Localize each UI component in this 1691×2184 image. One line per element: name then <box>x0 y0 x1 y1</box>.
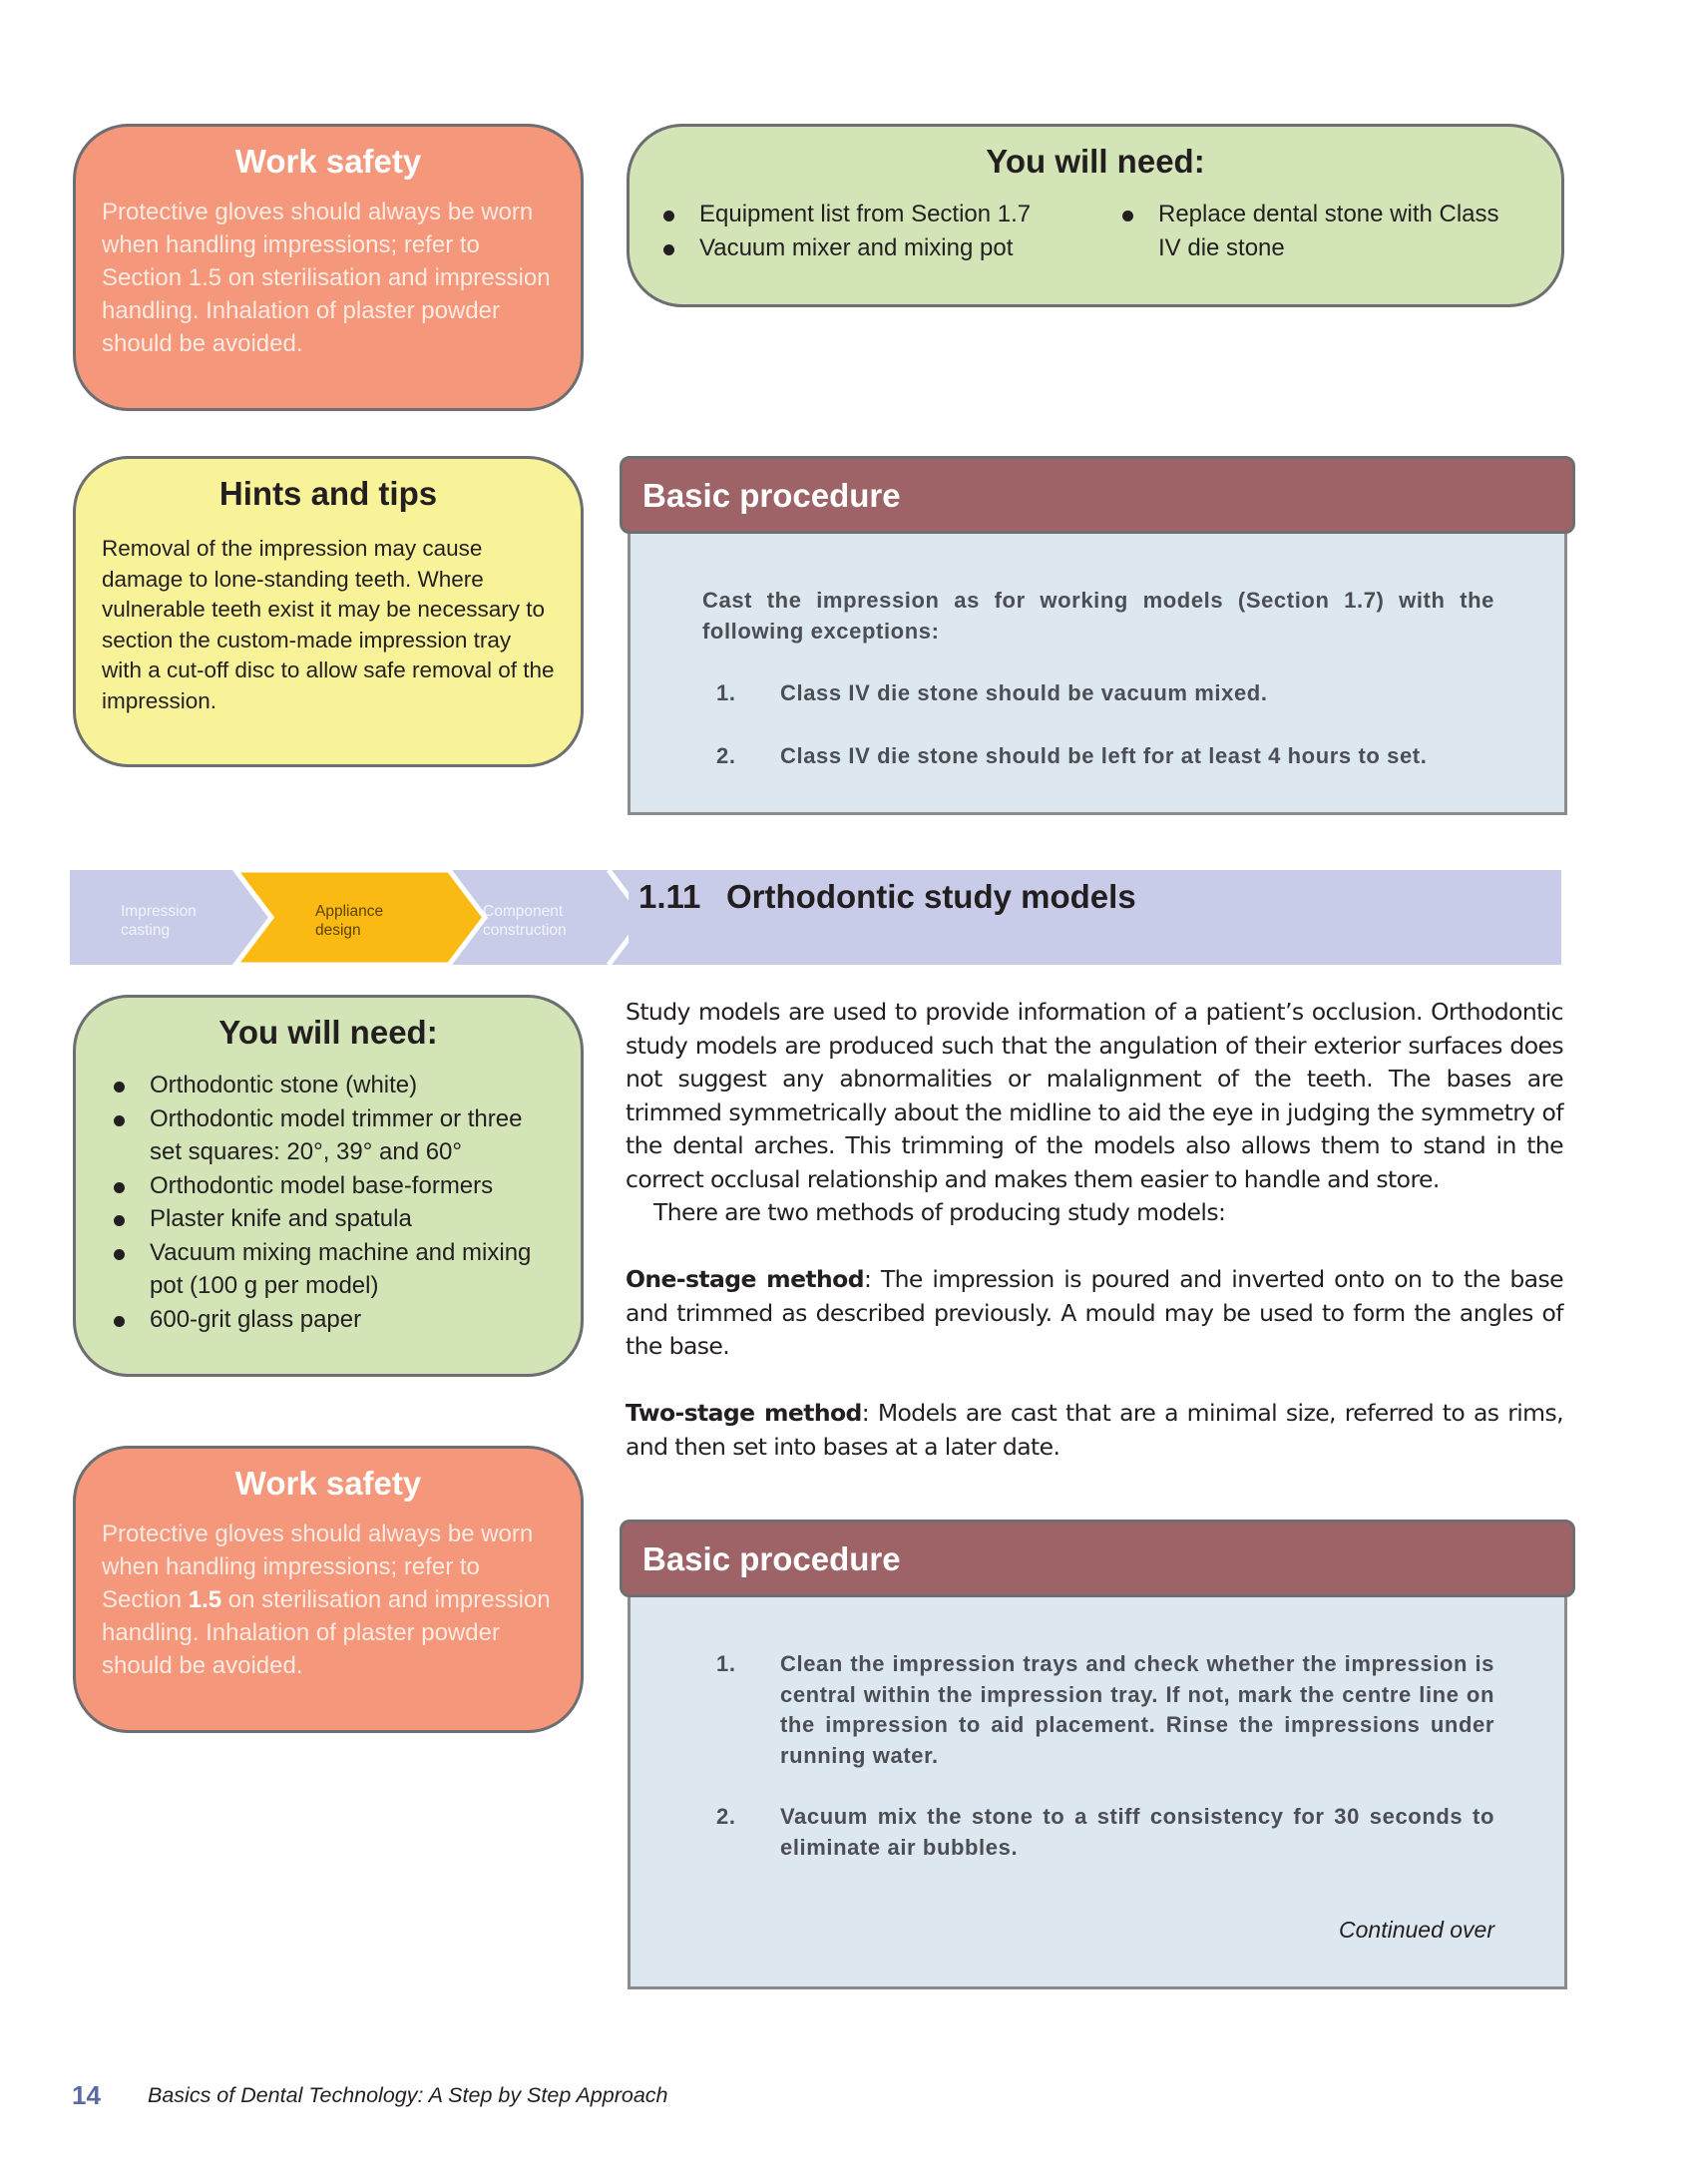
need-list-col2 <box>1118 198 1517 264</box>
two-stage-method <box>626 1397 1563 1464</box>
procedure-step <box>702 1802 1494 1863</box>
procedure-step <box>702 1649 1494 1771</box>
process-step-label: Component construction <box>483 903 567 939</box>
list-item: Plaster knife and spatula <box>110 1202 557 1236</box>
step-number: 1. <box>716 1651 736 1676</box>
basic-procedure-body <box>628 534 1567 815</box>
list-item: Orthodontic model trimmer or three set squares: 20°, 39° and 60° <box>110 1102 557 1169</box>
procedure-title: Basic procedure <box>642 477 901 514</box>
procedure-step <box>702 678 1494 709</box>
one-stage-method <box>626 1263 1563 1364</box>
work-safety-text: Protective gloves should always be worn when handling impressions; refer to Section 1.5 on sterilisation and impression handling. Inhalation of plaster powder should be avoided. <box>102 199 551 357</box>
page-number: 14 <box>72 2080 101 2110</box>
step-number: 1. <box>716 680 736 705</box>
procedure-steps <box>702 678 1494 771</box>
you-will-need-box <box>73 995 584 1377</box>
intro-paragraph: Study models are used to provide information of a patient’s occlusion. Orthodontic study models are produced such that the angulation of their exterior surfaces does not suggest any abnormalities or malalignment of the teeth. The bases are trimmed symmetrically about the midline to aid the eye in judging the symmetry of the dental arches. This trimming of the models also allows them to stand in the correct occlusal relationship and makes them easier to handle and store. <box>626 998 1563 1193</box>
list-item: Orthodontic stone (white) <box>110 1069 557 1102</box>
list-item: Orthodontic model base-formers <box>110 1169 557 1203</box>
basic-procedure-body <box>628 1597 1567 1989</box>
list-item: 600-grit glass paper <box>110 1303 557 1337</box>
step-number: 2. <box>716 742 736 768</box>
book-title: Basics of Dental Technology: A Step by Step Approach <box>148 2083 668 2107</box>
need-list-col1 <box>659 198 1118 264</box>
method-text: : Models are cast that are a minimal size, referred to as rims, and then set into bases at a later date. <box>626 1399 1563 1461</box>
section-number: 1.11 <box>638 878 701 915</box>
work-safety-title: Work safety <box>234 143 422 180</box>
process-step-label-active: Appliance design <box>315 903 384 939</box>
intro-paragraph: There are two methods of producing study models: <box>653 1198 1226 1226</box>
method-text: : The impression is poured and inverted onto on to the base and trimmed as described previously. A mould may be used to form the angles of the base. <box>626 1265 1563 1360</box>
need-list <box>110 1069 557 1336</box>
you-will-need-title: You will need: <box>986 143 1205 180</box>
list-item: Equipment list from Section 1.7 <box>659 198 1118 231</box>
work-safety-box <box>73 1446 584 1733</box>
procedure-title: Basic procedure <box>642 1540 901 1577</box>
chevron-divider <box>609 870 629 965</box>
work-safety-title: Work safety <box>234 1465 422 1502</box>
method-label: One-stage method <box>626 1265 864 1293</box>
continued-note: Continued over <box>1339 1917 1494 1943</box>
hints-text: Removal of the impression may cause damage to lone-standing teeth. Where vulnerable teeth exist it may be necessary to section the custom-made impression tray with a cut-off disc to allow safe removal of the impression. <box>102 536 555 713</box>
procedure-intro: Cast the impression as for working models (Section 1.7) with the following exceptions: <box>702 588 1494 644</box>
step-text: Clean the impression trays and check whether the impression is central within the impression tray. If not, mark the centre line on the impression to aid placement. Rinse the impressions under running water. <box>780 1651 1494 1768</box>
work-safety-box <box>73 124 584 411</box>
hints-title: Hints and tips <box>218 475 438 512</box>
basic-procedure-header <box>620 1520 1575 1597</box>
step-number: 2. <box>716 1804 736 1829</box>
section-heading: Orthodontic study models <box>726 878 1136 915</box>
step-text: Class IV die stone should be left for at least 4 hours to set. <box>780 742 1428 768</box>
hints-and-tips-box <box>73 456 584 767</box>
process-step-label: Impression casting <box>121 903 197 939</box>
basic-procedure-header <box>620 456 1575 534</box>
work-safety-text: Protective gloves should always be worn when handling impressions; refer to Section 1.5 on sterilisation and impression handling. Inhalation of plaster powder should be avoided. <box>102 1521 551 1679</box>
you-will-need-title: You will need: <box>218 1014 438 1051</box>
procedure-step <box>702 741 1494 772</box>
procedure-steps <box>702 1649 1494 1863</box>
intro-paragraphs <box>626 996 1563 1230</box>
you-will-need-box <box>627 124 1564 307</box>
step-text: Vacuum mix the stone to a stiff consistency for 30 seconds to eliminate air bubbles. <box>780 1804 1494 1860</box>
list-item: Replace dental stone with Class IV die stone <box>1118 198 1517 264</box>
section-title <box>638 878 1136 916</box>
method-label: Two-stage method <box>626 1399 862 1427</box>
step-text: Class IV die stone should be vacuum mixed. <box>780 680 1268 705</box>
list-item: Vacuum mixing machine and mixing pot (100 g per model) <box>110 1236 557 1303</box>
list-item: Vacuum mixer and mixing pot <box>659 231 1118 265</box>
